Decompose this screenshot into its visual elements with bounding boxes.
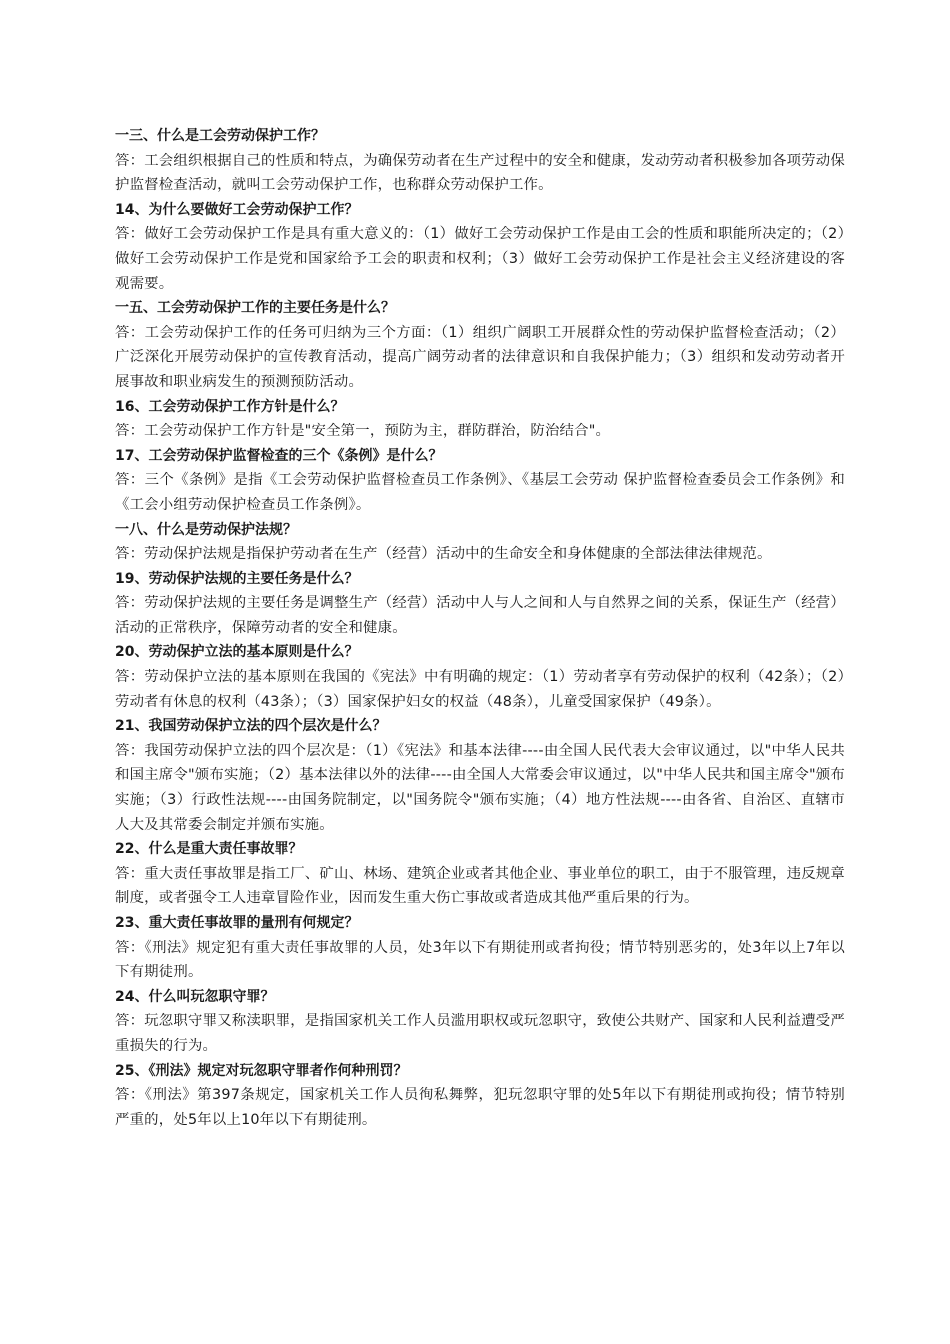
question-21: 21、我国劳动保护立法的四个层次是什么？: [115, 718, 387, 735]
answer-20: 答：劳动保护立法的基本原则在我国的《宪法》中有明确的规定：（1）劳动者享有劳动保护的权利（42条）；（2）劳动者有休息的权利（43条）；（3）国家保护妇女的权益（48条），儿童受国家保护（49条）。: [115, 669, 845, 710]
answer-21: 答：我国劳动保护立法的四个层次是：（1）《宪法》和基本法律----由全国人民代表大会审议通过，以"中华人民共和国主席令"颁布实施；（2）基本法律以外的法律----由全国人大常委会审议通过，以"中华人民共和国主席令"颁布实施；（3）行政性法规----由国务院制定，以"国务院令"颁布实施；（4）地方性法规----由各省、自治区、直辖市人大及其常委会制定并颁布实施。: [115, 742, 845, 833]
answer-25: 答：《刑法》第397条规定，国家机关工作人员徇私舞弊，犯玩忽职守罪的处5年以下有期徒刑或拘役；情节特别严重的，处5年以上10年以下有期徒刑。: [115, 1087, 845, 1128]
question-22: 22、什么是重大责任事故罪？: [115, 841, 303, 858]
answer-15: 答：工会劳动保护工作的任务可归纳为三个方面：（1）组织广阔职工开展群众性的劳动保护监督检查活动；（2）广泛深化开展劳动保护的宣传教育活动，提高广阔劳动者的法律意识和自我保护能力；（3）组织和发动劳动者开展事故和职业病发生的预测预防活动。: [115, 324, 845, 390]
question-20: 20、劳动保护立法的基本原则是什么？: [115, 644, 359, 661]
answer-16: 答：工会劳动保护工作方针是"安全第一，预防为主，群防群治，防治结合"。: [115, 423, 611, 440]
question-19: 19、劳动保护法规的主要任务是什么？: [115, 570, 359, 587]
question-16: 16、工会劳动保护工作方针是什么？: [115, 398, 345, 415]
document-body: [115, 124, 845, 1132]
answer-17: 答：三个《条例》是指《工会劳动保护监督检查员工作条例》、《基层工会劳动 保护监督检查委员会工作条例》和《工会小组劳动保护检查员工作条例》。: [115, 472, 845, 513]
answer-14: 答：做好工会劳动保护工作是具有重大意义的：（1）做好工会劳动保护工作是由工会的性质和职能所决定的；（2）做好工会劳动保护工作是党和国家给予工会的职责和权利；（3）做好工会劳动保护工作是社会主义经济建设的客观需要。: [115, 226, 845, 292]
question-13: 一三、什么是工会劳动保护工作？: [115, 128, 325, 144]
answer-22: 答：重大责任事故罪是指工厂、矿山、林场、建筑企业或者其他企业、事业单位的职工，由于不服管理，违反规章制度，或者强令工人违章冒险作业，因而发生重大伤亡事故或者造成其他严重后果的行为。: [115, 865, 845, 907]
question-18: 一八、什么是劳动保护法规？: [115, 521, 297, 538]
question-25: 25、《刑法》规定对玩忽职守罪者作何种刑罚？: [115, 1062, 408, 1079]
question-15: 一五、工会劳动保护工作的主要任务是什么？: [115, 300, 395, 317]
answer-13: 答：工会组织根据自己的性质和特点，为确保劳动者在生产过程中的安全和健康，发动劳动者积极参加各项劳动保护监督检查活动，就叫工会劳动保护工作，也称群众劳动保护工作。: [115, 152, 845, 194]
question-24: 24、什么叫玩忽职守罪？: [115, 988, 275, 1005]
question-17: 17、工会劳动保护监督检查的三个《条例》是什么？: [115, 447, 443, 464]
answer-24: 答：玩忽职守罪又称渎职罪，是指国家机关工作人员滥用职权或玩忽职守，致使公共财产、国家和人民利益遭受严重损失的行为。: [115, 1013, 845, 1054]
question-23: 23、重大责任事故罪的量刑有何规定？: [115, 915, 359, 931]
question-14: 14、为什么要做好工会劳动保护工作？: [115, 201, 359, 218]
answer-18: 答：劳动保护法规是指保护劳动者在生产（经营）活动中的生命安全和身体健康的全部法律法律规范。: [115, 546, 772, 563]
answer-19: 答：劳动保护法规的主要任务是调整生产（经营）活动中人与人之间和人与自然界之间的关系，保证生产（经营）活动的正常秩序，保障劳动者的安全和健康。: [115, 595, 845, 636]
answer-23: 答：《刑法》规定犯有重大责任事故罪的人员，处3年以下有期徒刑或者拘役；情节特别恶劣的，处3年以上7年以下有期徒刑。: [115, 939, 845, 981]
